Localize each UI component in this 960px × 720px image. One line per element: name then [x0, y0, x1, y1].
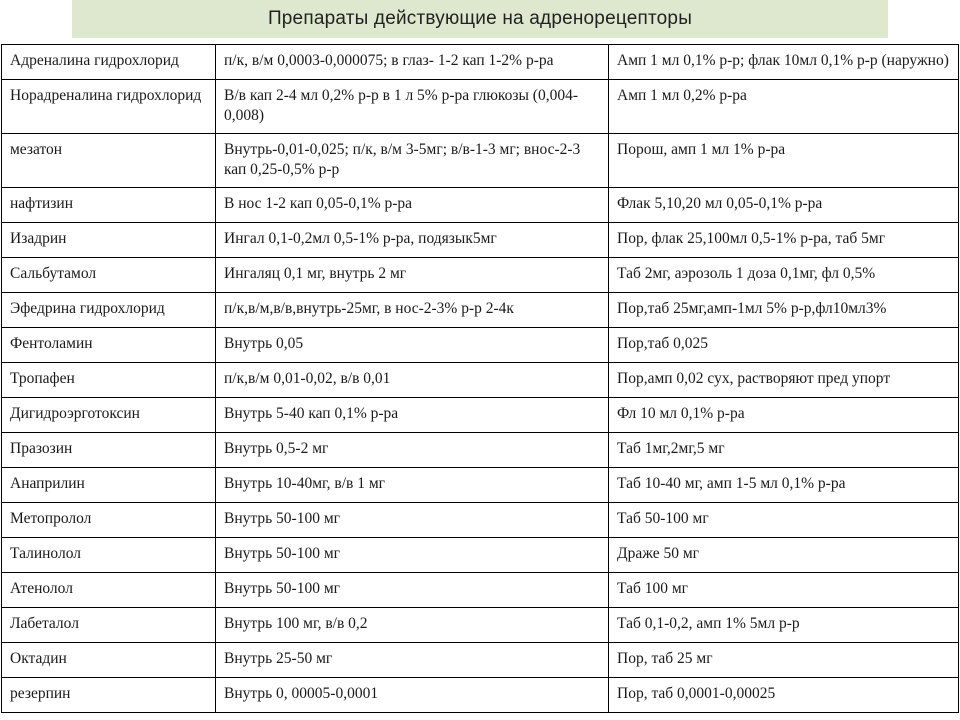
drug-name-cell: Атенолол	[2, 573, 216, 608]
drug-name-cell: Анаприлин	[2, 468, 216, 503]
drug-name-cell: Фентоламин	[2, 328, 216, 363]
table-row	[2, 503, 959, 538]
drug-name-cell: Адреналина гидрохлорид	[2, 45, 216, 80]
drug-name-cell: Талинолол	[2, 538, 216, 573]
dosage-cell: п/к,в/м,в/в,внутрь-25мг, в нос-2-3% р-р 2-4к	[216, 293, 609, 328]
drug-name-cell: Дигидроэрготоксин	[2, 398, 216, 433]
drug-name-cell: Эфедрина гидрохлорид	[2, 293, 216, 328]
table-row	[2, 433, 959, 468]
form-cell: Таб 50-100 мг	[609, 503, 959, 538]
dosage-cell: Внутрь 100 мг, в/в 0,2	[216, 608, 609, 643]
dosage-cell: В/в кап 2-4 мл 0,2% р-р в 1 л 5% р-ра глюкозы (0,004-0,008)	[216, 80, 609, 134]
table-row	[2, 188, 959, 223]
form-cell: Таб 100 мг	[609, 573, 959, 608]
table-row	[2, 328, 959, 363]
drug-name-cell: нафтизин	[2, 188, 216, 223]
drug-name-cell: Октадин	[2, 643, 216, 678]
dosage-cell: п/к, в/м 0,0003-0,000075; в глаз- 1-2 кап 1-2% р-ра	[216, 45, 609, 80]
table-row	[2, 258, 959, 293]
dosage-cell: Внутрь 10-40мг, в/в 1 мг	[216, 468, 609, 503]
drug-name-cell: Норадреналина гидрохлорид	[2, 80, 216, 134]
dosage-cell: Внутрь 5-40 кап 0,1% р-ра	[216, 398, 609, 433]
form-cell: Порош, амп 1 мл 1% р-ра	[609, 134, 959, 188]
drug-table	[1, 44, 959, 713]
form-cell: Пор,таб 0,025	[609, 328, 959, 363]
table-row	[2, 45, 959, 80]
table-row	[2, 80, 959, 134]
dosage-cell: Ингаляц 0,1 мг, внутрь 2 мг	[216, 258, 609, 293]
table-row	[2, 608, 959, 643]
form-cell: Амп 1 мл 0,2% р-ра	[609, 80, 959, 134]
table-row	[2, 293, 959, 328]
drug-name-cell: Метопролол	[2, 503, 216, 538]
form-cell: Таб 2мг, аэрозоль 1 доза 0,1мг, фл 0,5%	[609, 258, 959, 293]
drug-name-cell: Празозин	[2, 433, 216, 468]
table-row	[2, 468, 959, 503]
table-row	[2, 573, 959, 608]
dosage-cell: Внутрь 0,05	[216, 328, 609, 363]
form-cell: Таб 1мг,2мг,5 мг	[609, 433, 959, 468]
form-cell: Пор, таб 25 мг	[609, 643, 959, 678]
form-cell: Таб 10-40 мг, амп 1-5 мл 0,1% р-ра	[609, 468, 959, 503]
dosage-cell: Внутрь 25-50 мг	[216, 643, 609, 678]
form-cell: Пор, таб 0,0001-0,00025	[609, 678, 959, 713]
dosage-cell: Внутрь 50-100 мг	[216, 503, 609, 538]
form-cell: Фл 10 мл 0,1% р-ра	[609, 398, 959, 433]
table-row	[2, 398, 959, 433]
form-cell: Пор,таб 25мг,амп-1мл 5% р-р,фл10мл3%	[609, 293, 959, 328]
table-row	[2, 678, 959, 713]
dosage-cell: Ингал 0,1-0,2мл 0,5-1% р-ра, подязык5мг	[216, 223, 609, 258]
table-row	[2, 363, 959, 398]
form-cell: Пор, флак 25,100мл 0,5-1% р-ра, таб 5мг	[609, 223, 959, 258]
drug-name-cell: резерпин	[2, 678, 216, 713]
form-cell: Пор,амп 0,02 сух, растворяют пред упорт	[609, 363, 959, 398]
form-cell: Флак 5,10,20 мл 0,05-0,1% р-ра	[609, 188, 959, 223]
dosage-cell: Внутрь 50-100 мг	[216, 538, 609, 573]
page-title: Препараты действующие на адренорецепторы	[267, 8, 693, 29]
table-row	[2, 134, 959, 188]
drug-name-cell: Лабеталол	[2, 608, 216, 643]
title-banner	[72, 0, 888, 38]
dosage-cell: п/к,в/м 0,01-0,02, в/в 0,01	[216, 363, 609, 398]
drug-name-cell: мезатон	[2, 134, 216, 188]
drug-name-cell: Изадрин	[2, 223, 216, 258]
table-row	[2, 643, 959, 678]
table-row	[2, 223, 959, 258]
form-cell: Таб 0,1-0,2, амп 1% 5мл р-р	[609, 608, 959, 643]
drug-name-cell: Сальбутамол	[2, 258, 216, 293]
dosage-cell: В нос 1-2 кап 0,05-0,1% р-ра	[216, 188, 609, 223]
drug-name-cell: Тропафен	[2, 363, 216, 398]
form-cell: Амп 1 мл 0,1% р-р; флак 10мл 0,1% р-р (наружно)	[609, 45, 959, 80]
form-cell: Драже 50 мг	[609, 538, 959, 573]
dosage-cell: Внутрь 50-100 мг	[216, 573, 609, 608]
dosage-cell: Внутрь 0,5-2 мг	[216, 433, 609, 468]
table-row	[2, 538, 959, 573]
dosage-cell: Внутрь-0,01-0,025; п/к, в/м 3-5мг; в/в-1-3 мг; внос-2-3 кап 0,25-0,5% р-р	[216, 134, 609, 188]
dosage-cell: Внутрь 0, 00005-0,0001	[216, 678, 609, 713]
